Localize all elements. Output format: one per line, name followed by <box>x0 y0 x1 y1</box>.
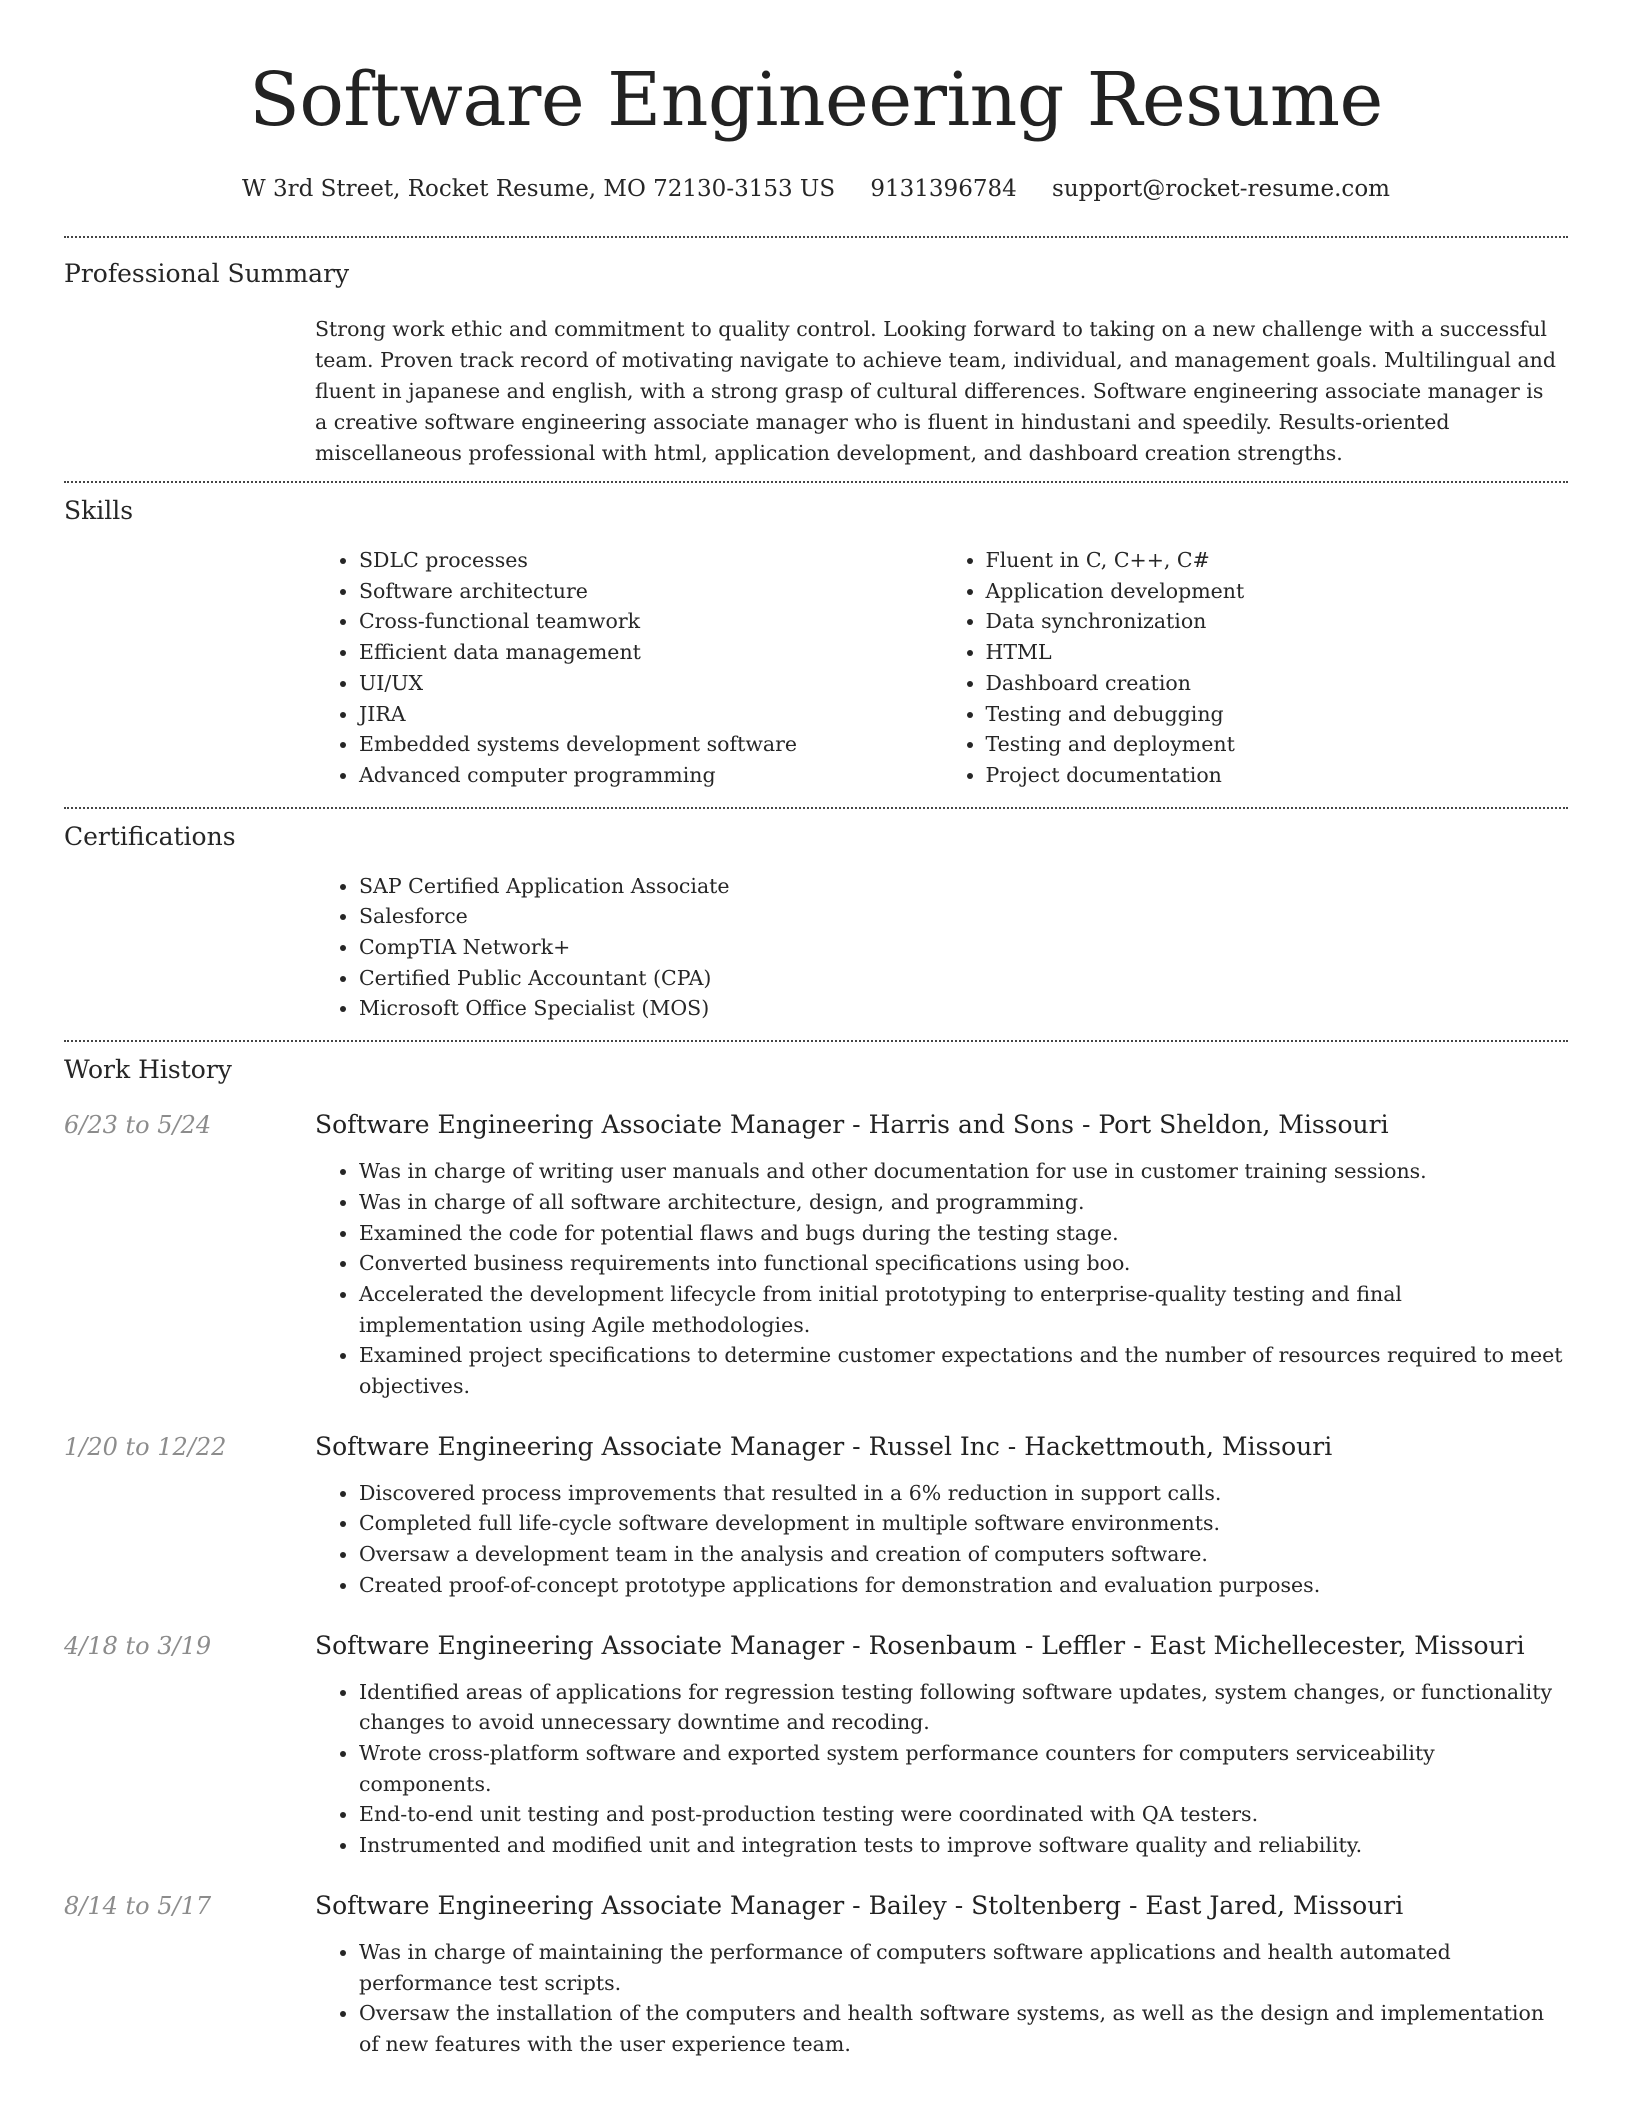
certifications-list <box>315 855 1568 1041</box>
certification-item: • Certified Public Accountant (CPA) <box>359 963 1568 994</box>
skill-item: • UI/UX <box>359 668 942 699</box>
skills-list-left <box>315 545 942 791</box>
job-bullet: • Examined the code for potential flaws and bugs during the testing stage. <box>359 1218 1568 1249</box>
job-bullet: • Identified areas of applications for regression testing following software updates, system changes, or functionality changes to avoid unnecessary downtime and recoding. <box>359 1677 1568 1738</box>
job-bullet: • Wrote cross-platform software and exported system performance counters for computers serviceability components. <box>359 1738 1568 1799</box>
job-bullet: • Oversaw a development team in the analysis and creation of computers software. <box>359 1539 1568 1570</box>
job-bullet: • Instrumented and modified unit and integration tests to improve software quality and reliability. <box>359 1830 1568 1861</box>
job-bullet: • Accelerated the development lifecycle from initial prototyping to enterprise-quality testing and final implementation using Agile methodologies. <box>359 1279 1568 1340</box>
job-title: Software Engineering Associate Manager - Russel Inc - Hackettmouth, Missouri <box>315 1431 1333 1461</box>
skills-heading: Skills <box>64 496 134 525</box>
summary-section <box>64 238 1568 481</box>
contact-line <box>64 172 1568 206</box>
job-bullet: • Examined project specifications to determine customer expectations and the number of resources required to meet objectives. <box>359 1340 1568 1401</box>
skill-item: • JIRA <box>359 699 942 730</box>
job-bullet: • Was in charge of maintaining the performance of computers software applications and health automated performance test scripts. <box>359 1937 1568 1998</box>
job-bullet: • Discovered process improvements that resulted in a 6% reduction in support calls. <box>359 1478 1568 1509</box>
certification-item: • CompTIA Network+ <box>359 932 1568 963</box>
job-entry <box>64 1629 1568 1861</box>
contact-phone: 9131396784 <box>870 176 1017 202</box>
contact-address: W 3rd Street, Rocket Resume, MO 72130-3153 US <box>242 176 836 202</box>
job-bullets <box>315 1156 1568 1402</box>
job-bullet: • Oversaw the installation of the computers and health software systems, as well as the design and implementation of new features with the user experience team. <box>359 1998 1568 2059</box>
job-title: Software Engineering Associate Manager - Bailey - Stoltenberg - East Jared, Missouri <box>315 1890 1404 1920</box>
contact-email: support@rocket-resume.com <box>1052 176 1390 202</box>
skill-item: • Advanced computer programming <box>359 760 942 791</box>
skills-list-right <box>942 545 1569 791</box>
summary-text: Strong work ethic and commitment to quality control. Looking forward to taking on a new challenge with a successful team. Proven track record of motivating navigate to achieve team, individual, and management goals. Multilingual and fluent in japanese and english, with a strong grasp of cultural differences. Software engineering associate manager is a creative software engineering associate manager who is fluent in hindustani and speedily. Results-oriented miscellaneous professional with html, application development, and dashboard creation strengths. <box>315 317 1557 465</box>
skill-item: • Testing and debugging <box>986 699 1569 730</box>
skill-item: • Fluent in C, C++, C# <box>986 545 1569 576</box>
job-title: Software Engineering Associate Manager - Harris and Sons - Port Sheldon, Missouri <box>315 1110 1389 1140</box>
skill-item: • Testing and deployment <box>986 729 1569 760</box>
job-entry <box>64 1889 1568 2060</box>
job-entry <box>64 1108 1568 1402</box>
skills-grid <box>315 529 1568 807</box>
work-history-heading: Work History <box>64 1055 232 1085</box>
job-bullet: • Completed full life-cycle software development in multiple software environments. <box>359 1508 1568 1539</box>
skill-item: • HTML <box>986 637 1569 668</box>
skill-item: • Project documentation <box>986 760 1569 791</box>
resume-title: Software Engineering Resume <box>249 57 1383 143</box>
certification-item: • Microsoft Office Specialist (MOS) <box>359 993 1568 1024</box>
certification-item: • Salesforce <box>359 901 1568 932</box>
job-dates: 6/23 to 5/24 <box>64 1111 212 1140</box>
certifications-heading: Certifications <box>64 821 236 851</box>
work-history-section <box>64 1042 1568 2059</box>
job-bullets <box>315 1478 1568 1601</box>
job-dates: 8/14 to 5/17 <box>64 1891 212 1920</box>
skill-item: • Application development <box>986 576 1569 607</box>
job-bullet: • End-to-end unit testing and post-production testing were coordinated with QA testers. <box>359 1799 1568 1830</box>
job-bullets <box>315 1677 1568 1861</box>
skill-item: • Software architecture <box>359 576 942 607</box>
certifications-section <box>64 809 1568 1041</box>
skills-section <box>64 483 1568 807</box>
skill-item: • Efficient data management <box>359 637 942 668</box>
skill-item: • Embedded systems development software <box>359 729 942 760</box>
skill-item: • Cross-functional teamwork <box>359 606 942 637</box>
skill-item: • Dashboard creation <box>986 668 1569 699</box>
job-bullet: • Was in charge of all software architecture, design, and programming. <box>359 1187 1568 1218</box>
skill-item: • SDLC processes <box>359 545 942 576</box>
job-entry <box>64 1430 1568 1601</box>
certification-item: • SAP Certified Application Associate <box>359 871 1568 902</box>
summary-heading: Professional Summary <box>64 259 350 288</box>
job-title: Software Engineering Associate Manager - Rosenbaum - Leffler - East Michellecester, Missouri <box>315 1630 1525 1660</box>
job-bullets <box>315 1937 1568 2060</box>
job-dates: 4/18 to 3/19 <box>64 1631 212 1660</box>
job-bullet: • Converted business requirements into functional specifications using boo. <box>359 1248 1568 1279</box>
job-dates: 1/20 to 12/22 <box>64 1432 227 1461</box>
job-bullet: • Was in charge of writing user manuals and other documentation for use in customer training sessions. <box>359 1156 1568 1187</box>
job-bullet: • Created proof-of-concept prototype applications for demonstration and evaluation purposes. <box>359 1570 1568 1601</box>
skill-item: • Data synchronization <box>986 606 1569 637</box>
